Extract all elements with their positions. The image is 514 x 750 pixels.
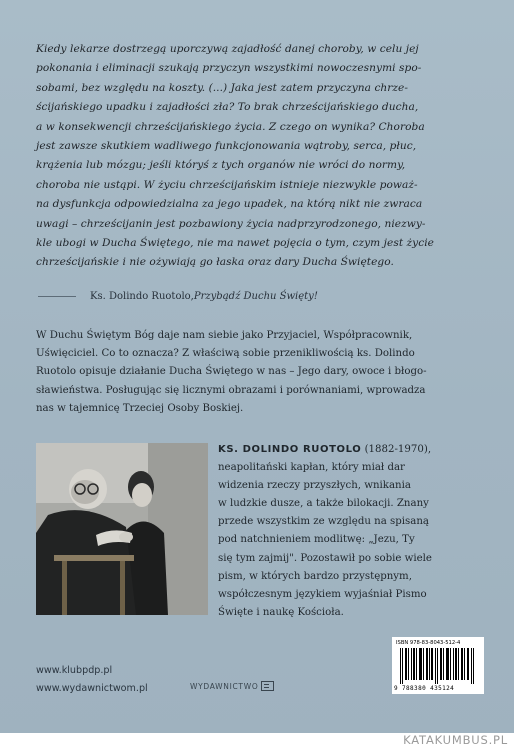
author-name: KS. DOLINDO RUOTOLO xyxy=(218,444,362,455)
description-line: nas w tajemnicę Trzeciej Osoby Boskiej. xyxy=(36,402,244,414)
bio-line: przede wszystkim ze względu na spisaną xyxy=(218,516,429,528)
quote-line: choroba nie ustąpi. W życiu chrześcijańskim istnieje niezwykle poważ- xyxy=(36,178,418,191)
bio-line: pod natchnieniem modlitwę: „Jezu, Ty xyxy=(218,534,415,546)
url-klubpdp[interactable]: www.klubpdp.pl xyxy=(36,665,113,676)
quote-attribution xyxy=(36,291,484,302)
watermark: KATAKUMBUS.PL xyxy=(403,733,508,747)
description-line: Ruotolo opisuje działanie Ducha Świętego w nas – Jego dary, owoce i błogo- xyxy=(36,366,427,378)
isbn-barcode xyxy=(392,637,484,694)
isbn-text: ISBN 978-83-8043-512-4 xyxy=(396,640,461,646)
author-years: (1882-1970), xyxy=(361,444,432,455)
attribution-author: Ks. Dolindo Ruotolo, xyxy=(90,291,194,302)
author-photo-illustration xyxy=(36,443,208,615)
attribution-book-title: Przybądź Duchu Święty! xyxy=(193,291,318,302)
publisher-label: WYDAWNICTWO xyxy=(190,681,259,691)
back-cover-quote xyxy=(36,40,484,273)
quote-line: krążenia lub mózgu; jeśli któryś z tych organów nie wróci do normy, xyxy=(36,159,406,172)
author-photo xyxy=(36,443,208,615)
bio-line: pism, w których bardzo przystępnym, xyxy=(218,570,412,582)
quote-line: kle ubogi w Ducha Świętego, nie ma nawet pojęcia o tym, czym jest życie xyxy=(36,237,434,250)
bio-line: współczesnym językiem wyjaśniał Pismo xyxy=(218,588,427,600)
publisher-urls xyxy=(36,662,148,698)
author-bio xyxy=(218,441,484,622)
description-line: W Duchu Świętym Bóg daje nam siebie jako Przyjaciel, Współpracownik, xyxy=(36,330,413,341)
quote-line: ścijańskiego upadku i zajadłości zła? To brak chrześcijańskiego ducha, xyxy=(36,101,419,114)
quote-line: a w konsekwencji chrześcijańskiego życia. Z czego on wynika? Choroba xyxy=(36,120,425,133)
description-line: sławieństwa. Posługując się licznymi obrazami i porównaniami, wprowadza xyxy=(36,384,426,396)
quote-line: Kiedy lekarze dostrzegą uporczywą zajadłość danej choroby, w celu jej xyxy=(36,43,419,55)
bio-line: neapolitański kapłan, który miał dar xyxy=(218,462,405,474)
url-wydawnictwom[interactable]: www.wydawnictwom.pl xyxy=(36,683,148,694)
bio-line: Święte i naukę Kościoła. xyxy=(218,606,344,618)
bio-line: się tym zajmij". Pozostawił po sobie wiele xyxy=(218,552,432,564)
bio-line: w ludzkie dusze, a także bilokacji. Znany xyxy=(218,498,429,510)
barcode-digits: 9 788380 435124 xyxy=(394,685,455,692)
barcode-bars-icon xyxy=(400,648,476,684)
quote-line: pokonania i eliminacji szukają przyczyn wszystkimi nowoczesnymi spo- xyxy=(36,62,422,75)
description-line: Uświęciciel. Co to oznacza? Z właściwą sobie przenikliwością ks. Dolindo xyxy=(36,348,415,360)
publisher-mark-icon xyxy=(261,681,274,691)
publisher-logo xyxy=(190,681,274,691)
attribution-divider xyxy=(38,296,76,297)
quote-line: jest zawsze skutkiem wadliwego funkcjonowania wątroby, serca, płuc, xyxy=(36,140,417,153)
quote-line: na dysfunkcja odpowiedzialna za jego upadek, na którą nikt nie zwraca xyxy=(36,198,423,211)
quote-line: uwagi – chrześcijanin jest pozbawiony życia nadprzyrodzonego, niezwy- xyxy=(36,217,426,230)
bio-first-line xyxy=(218,441,484,459)
bio-line: widzenia rzeczy przyszłych, wnikania xyxy=(218,480,411,492)
quote-line: sobami, bez względu na koszty. (...) Jaka jest zatem przyczyna chrze- xyxy=(36,81,409,94)
quote-line: chrześcijańskie i nie ożywiają go łaska oraz dary Ducha Świętego. xyxy=(36,256,394,269)
book-description xyxy=(36,327,484,418)
